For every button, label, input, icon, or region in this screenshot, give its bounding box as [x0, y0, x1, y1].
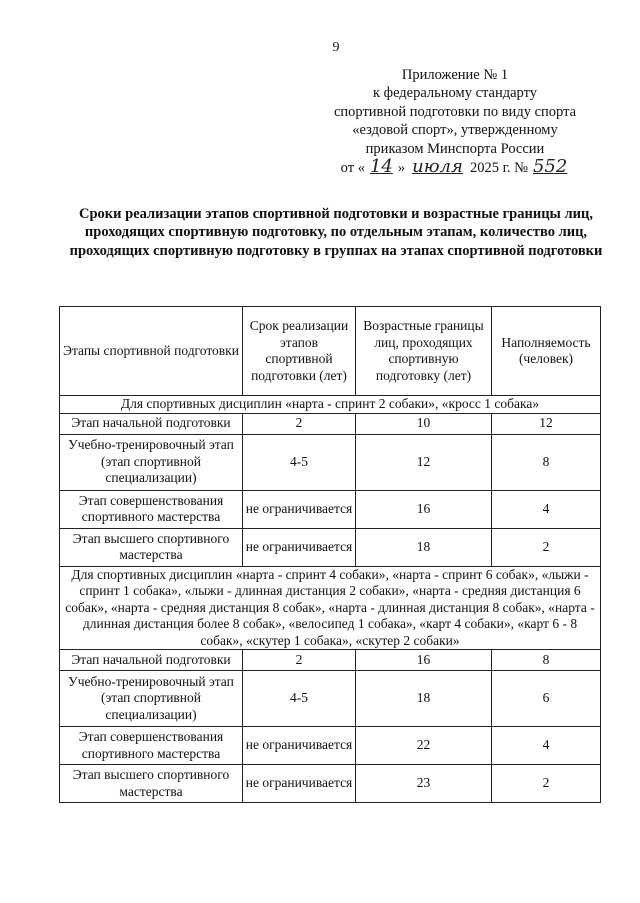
duration-cell: 4-5: [243, 671, 356, 727]
group-size-cell: 2: [492, 528, 601, 566]
table-row: [60, 765, 601, 803]
annex-line: «ездовой спорт», утвержденному: [352, 122, 558, 139]
table-row: [60, 528, 601, 566]
duration-cell: 4-5: [243, 434, 356, 490]
age-cell: 12: [356, 434, 492, 490]
stage-name: Этап совершенствования спортивного мастерства: [60, 727, 243, 765]
header-duration: Срок реализации этапов спортивной подготовки (лет): [243, 307, 356, 396]
header-stages: Этапы спортивной подготовки: [60, 307, 243, 396]
group-size-cell: 4: [492, 727, 601, 765]
age-cell: 22: [356, 727, 492, 765]
duration-cell: не ограничивается: [243, 490, 356, 528]
duration-cell: не ограничивается: [243, 765, 356, 803]
table-row: [60, 671, 601, 727]
section-title: Для спортивных дисциплин «нарта - спринт 4 собаки», «нарта - спринт 6 собак», «лыжи - спринт 1 собака», «лыжи - длинная дистанция 2 собаки», «нарта - средняя дистанция 6 собак», «нарта - средняя дистанция 8 собак», «нарта - длинная дистанция 8 собак», «нарта - длинная дистанция более 8 собак», «велосипед 1 собака», «карт 4 собаки», «карт 6 - 8 собак», «скутер 1 собака», «скутер 2 собаки»: [60, 566, 601, 650]
group-size-cell: 6: [492, 671, 601, 727]
group-size-cell: 4: [492, 490, 601, 528]
page-number: 9: [332, 40, 340, 55]
group-size-cell: 8: [492, 650, 601, 671]
stage-name: Этап высшего спортивного мастерства: [60, 765, 243, 803]
table-row: [60, 650, 601, 671]
stage-name: Этап высшего спортивного мастерства: [60, 528, 243, 566]
stage-name: Этап начальной подготовки: [60, 650, 243, 671]
age-cell: 16: [356, 490, 492, 528]
order-year: 2025 г. №: [469, 160, 528, 177]
annex-line: спортивной подготовки по виду спорта: [333, 103, 577, 120]
annex-block: [300, 66, 610, 177]
order-separator: »: [397, 160, 406, 177]
table-row: [60, 727, 601, 765]
order-number-handwritten: 552: [532, 156, 568, 178]
annex-line: приказом Минспорта России: [365, 140, 545, 157]
table-row: [60, 413, 601, 434]
stage-name: Этап начальной подготовки: [60, 413, 243, 434]
order-line: [300, 158, 610, 177]
group-size-cell: 12: [492, 413, 601, 434]
table-header-row: [60, 307, 601, 396]
annex-line: к федеральному стандарту: [373, 85, 537, 102]
age-cell: 18: [356, 528, 492, 566]
stage-name: Учебно-тренировочный этап (этап спортивной специализации): [60, 434, 243, 490]
age-cell: 18: [356, 671, 492, 727]
stage-name: Этап совершенствования спортивного мастерства: [60, 490, 243, 528]
age-cell: 23: [356, 765, 492, 803]
table-row: [60, 490, 601, 528]
stages-table: [59, 306, 601, 803]
age-cell: 10: [356, 413, 492, 434]
section-row: [60, 566, 601, 650]
document-title: Сроки реализации этапов спортивной подготовки и возрастные границы лиц, проходящих спортивную подготовку, по отдельным этапам, количество лиц, проходящих спортивную подготовку в группах на этапах спортивной подготовки: [69, 206, 603, 259]
section-row: [60, 396, 601, 414]
order-day-handwritten: 14: [369, 156, 393, 178]
section-title: Для спортивных дисциплин «нарта - спринт 2 собаки», «кросс 1 собака»: [60, 396, 601, 414]
header-group-size: Наполняемость (человек): [492, 307, 601, 396]
header-age-limits: Возрастные границы лиц, проходящих спортивную подготовку (лет): [356, 307, 492, 396]
order-prefix: от «: [340, 160, 365, 177]
age-cell: 16: [356, 650, 492, 671]
order-month-handwritten: июля: [412, 156, 463, 178]
table-row: [60, 434, 601, 490]
stage-name: Учебно-тренировочный этап (этап спортивной специализации): [60, 671, 243, 727]
duration-cell: не ограничивается: [243, 727, 356, 765]
duration-cell: 2: [243, 650, 356, 671]
annex-line: Приложение № 1: [401, 67, 509, 83]
duration-cell: не ограничивается: [243, 528, 356, 566]
group-size-cell: 2: [492, 765, 601, 803]
duration-cell: 2: [243, 413, 356, 434]
group-size-cell: 8: [492, 434, 601, 490]
